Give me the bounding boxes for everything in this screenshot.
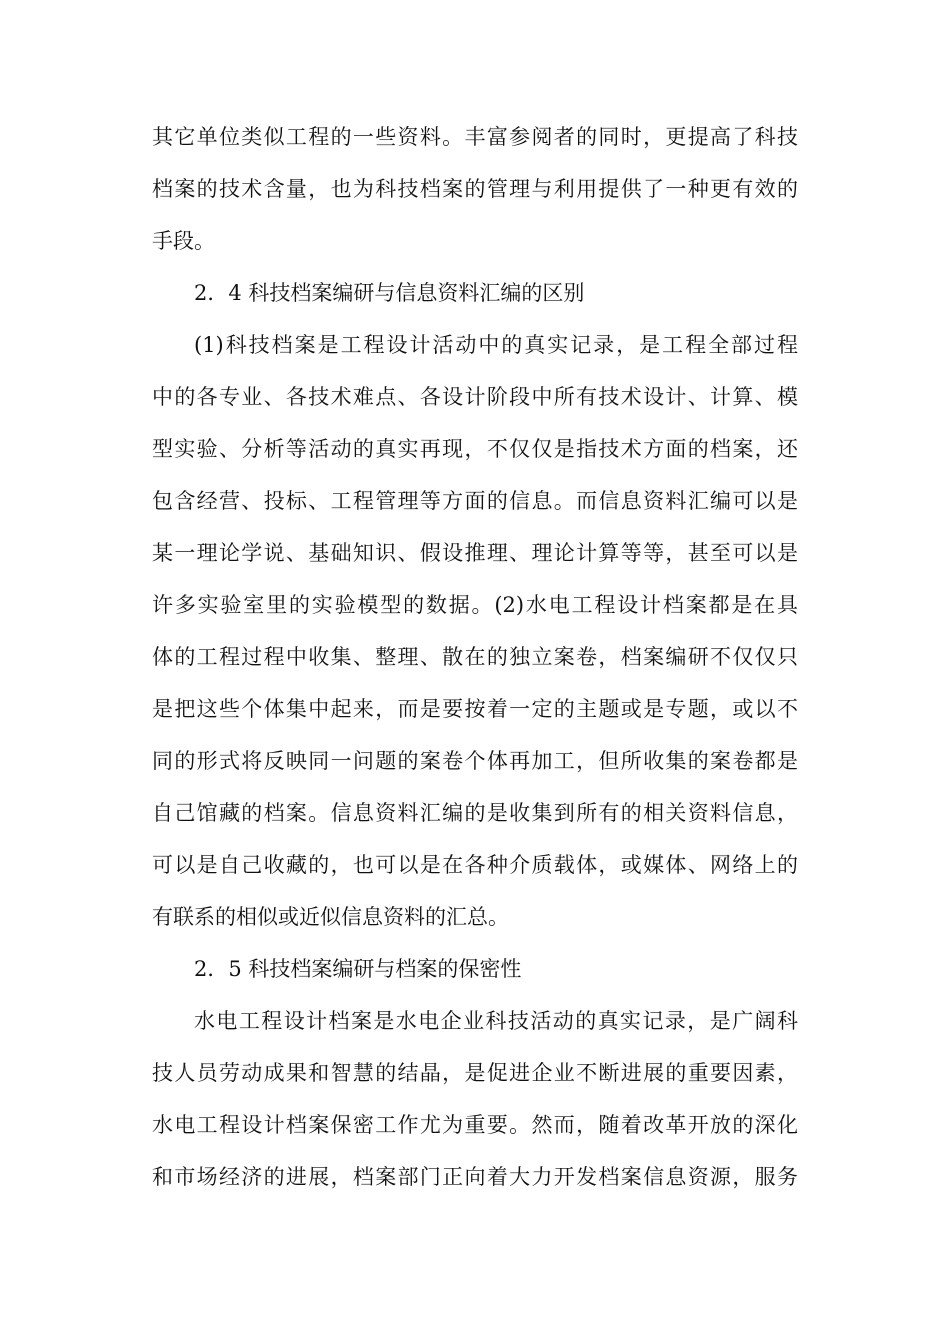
- text-line: (1)科技档案是工程设计活动中的真实记录，是工程全部过程: [194, 333, 798, 357]
- text-line: 某一理论学说、基础知识、假设推理、理论计算等等，甚至可以是: [152, 541, 798, 565]
- text-line: 技人员劳动成果和智慧的结晶，是促进企业不断进展的重要因素，: [152, 1061, 798, 1085]
- text-line: 可以是自己收藏的，也可以是在各种介质载体，或媒体、网络上的: [152, 853, 798, 877]
- text-line: 水电工程设计档案保密工作尤为重要。然而，随着改革开放的深化: [152, 1113, 798, 1137]
- text-line: 其它单位类似工程的一些资料。丰富参阅者的同时，更提高了科技: [152, 125, 798, 149]
- section-heading: 2．5 科技档案编研与档案的保密性: [194, 957, 522, 981]
- section-heading: 2．4 科技档案编研与信息资料汇编的区别: [194, 281, 585, 305]
- text-line: 型实验、分析等活动的真实再现，不仅仅是指技术方面的档案，还: [152, 437, 798, 461]
- text-line: 许多实验室里的实验模型的数据。(2)水电工程设计档案都是在具: [152, 593, 798, 617]
- text-line: 中的各专业、各技术难点、各设计阶段中所有技术设计、计算、模: [152, 385, 798, 409]
- text-line: 档案的技术含量，也为科技档案的管理与利用提供了一种更有效的: [152, 177, 798, 201]
- text-line: 是把这些个体集中起来，而是要按着一定的主题或是专题，或以不: [152, 697, 798, 721]
- text-line: 体的工程过程中收集、整理、散在的独立案卷，档案编研不仅仅只: [152, 645, 798, 669]
- text-line: 水电工程设计档案是水电企业科技活动的真实记录，是广阔科: [194, 1009, 798, 1033]
- text-line: 有联系的相似或近似信息资料的汇总。: [152, 905, 509, 929]
- text-line: 同的形式将反映同一问题的案卷个体再加工，但所收集的案卷都是: [152, 749, 798, 773]
- text-line: 和市场经济的进展，档案部门正向着大力开发档案信息资源，服务: [152, 1165, 798, 1189]
- text-line: 手段。: [152, 229, 215, 253]
- text-line: 包含经营、投标、工程管理等方面的信息。而信息资料汇编可以是: [152, 489, 798, 513]
- text-line: 自己馆藏的档案。信息资料汇编的是收集到所有的相关资料信息，: [152, 801, 798, 825]
